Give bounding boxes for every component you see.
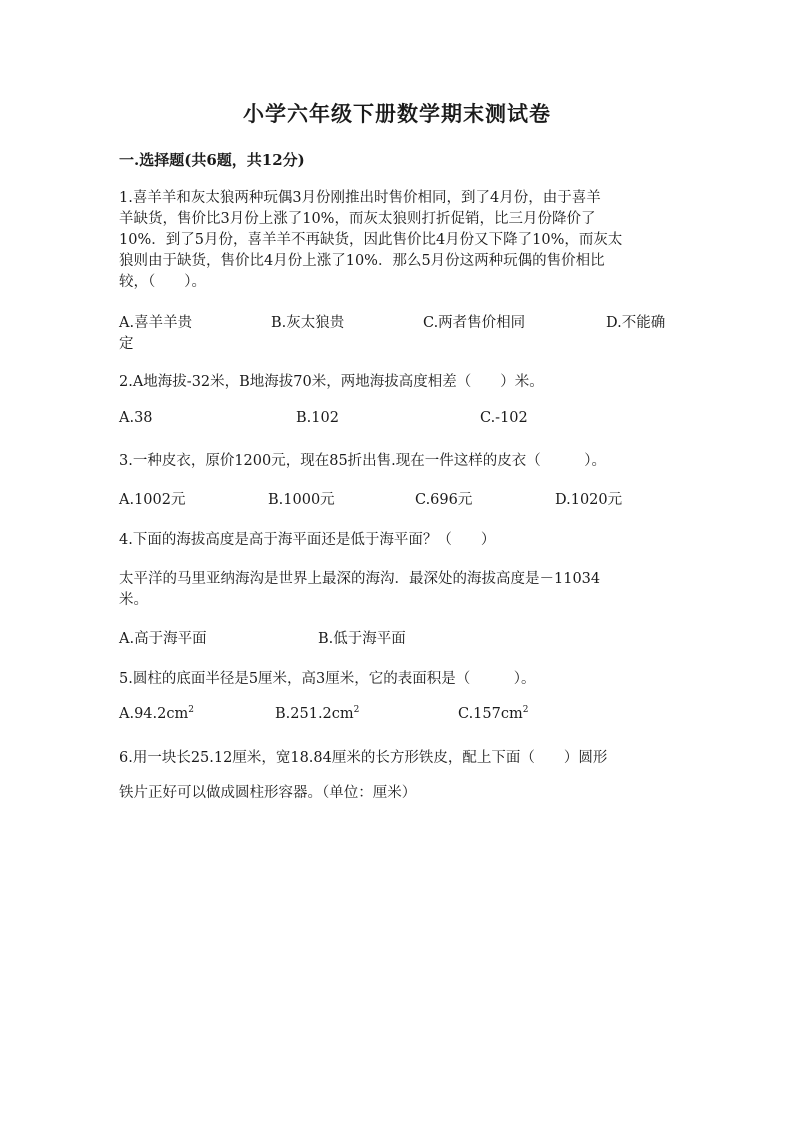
option-b: B.灰太狼贵 xyxy=(271,315,345,331)
option-b: B.1000元 xyxy=(268,492,335,508)
option-d-wrap: 定 xyxy=(119,336,134,352)
question-text-line: 铁片正好可以做成圆柱形容器。（单位：厘米） xyxy=(119,785,417,801)
option-d: D.1020元 xyxy=(555,492,623,508)
option-c: C.696元 xyxy=(415,492,473,508)
question-text-line: 较，（ ）。 xyxy=(119,274,206,290)
section-heading: 一.选择题(共6题，共12分) xyxy=(119,151,305,169)
unit-power: 2 xyxy=(188,705,194,716)
option-a: A.喜羊羊贵 xyxy=(119,315,193,331)
option-a: A.38 xyxy=(119,410,153,426)
question-text: 5.圆柱的底面半径是5厘米，高3厘米，它的表面积是（ ）。 xyxy=(119,671,536,687)
unit-power: 2 xyxy=(522,705,529,716)
question-text-line: 6.用一块长25.12厘米，宽18.84厘米的长方形铁皮，配上下面（ ）圆形 xyxy=(119,750,608,766)
option-a xyxy=(119,706,194,722)
option-b xyxy=(275,706,359,722)
question-material-line: 米。 xyxy=(119,592,148,608)
option-a-text: A.94.2cm xyxy=(119,706,189,722)
question-text-line: 1.喜羊羊和灰太狼两种玩偶3月份刚推出时售价相同，到了4月份，由于喜羊 xyxy=(119,190,601,206)
option-d: D.不能确 xyxy=(606,315,666,331)
option-c xyxy=(458,706,528,722)
question-text: 2.A地海拔-32米，B地海拔70米，两地海拔高度相差（ ）米。 xyxy=(119,374,544,390)
option-a: A.1002元 xyxy=(119,492,186,508)
question-text: 4.下面的海拔高度是高于海平面还是低于海平面？（ ） xyxy=(119,532,496,548)
unit-power: 2 xyxy=(353,705,360,716)
question-text-line: 10%．到了5月份，喜羊羊不再缺货，因此售价比4月份又下降了10%，而灰太 xyxy=(119,232,623,248)
question-material-line: 太平洋的马里亚纳海沟是世界上最深的海沟．最深处的海拔高度是－11034 xyxy=(119,571,601,587)
option-a: A.高于海平面 xyxy=(119,631,207,647)
option-b-text: B.251.2cm xyxy=(275,706,354,722)
question-text: 3.一种皮衣，原价1200元，现在85折出售.现在一件这样的皮衣（ ）。 xyxy=(119,453,607,469)
option-c: C.-102 xyxy=(480,410,528,426)
question-text-line: 羊缺货，售价比3月份上涨了10%，而灰太狼则打折促销，比三月份降价了 xyxy=(119,211,596,227)
page-title: 小学六年级下册数学期末测试卷 xyxy=(243,101,551,126)
option-b: B.低于海平面 xyxy=(318,631,406,647)
option-c-text: C.157cm xyxy=(458,706,523,722)
option-c: C.两者售价相同 xyxy=(423,315,526,331)
option-b: B.102 xyxy=(296,410,339,426)
question-text-line: 狼则由于缺货，售价比4月份上涨了10%．那么5月份这两种玩偶的售价相比 xyxy=(119,253,605,269)
